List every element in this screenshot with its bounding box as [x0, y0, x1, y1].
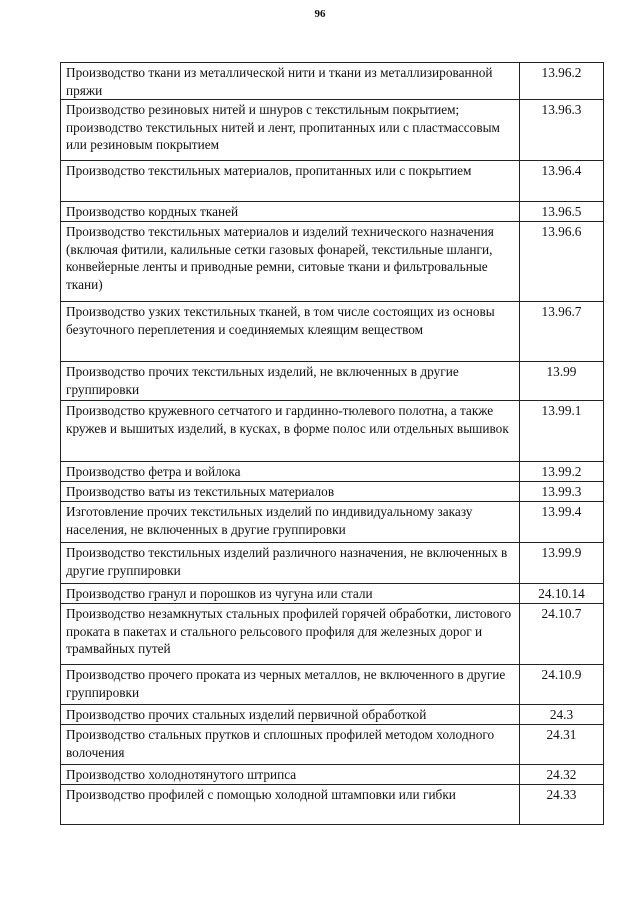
activity-code: 13.99.4 — [520, 502, 604, 543]
activity-code: 24.10.14 — [520, 584, 604, 604]
table-row — [61, 543, 604, 584]
table-row — [61, 63, 604, 100]
activity-name: Производство прочих стальных изделий первичной обработкой — [61, 705, 520, 725]
activity-name: Производство резиновых нитей и шнуров с текстильным покрытием; производство текстильных нитей и лент, пропитанных или с пластмассовым или резиновым покрытием — [61, 100, 520, 161]
table-row — [61, 502, 604, 543]
activity-code: 13.96.4 — [520, 161, 604, 202]
activity-code: 24.10.9 — [520, 665, 604, 705]
activity-name: Производство стальных прутков и сплошных профилей методом холодного волочения — [61, 725, 520, 765]
activity-name: Производство прочего проката из черных металлов, не включенного в другие группировки — [61, 665, 520, 705]
activity-name: Производство текстильных изделий различного назначения, не включенных в другие группировки — [61, 543, 520, 584]
table-row — [61, 100, 604, 161]
activity-code: 24.33 — [520, 785, 604, 825]
activity-code: 13.99.3 — [520, 482, 604, 502]
activity-name: Производство ткани из металлической нити и ткани из металлизированной пряжи — [61, 63, 520, 100]
page-number: 96 — [314, 8, 326, 20]
activity-code: 24.31 — [520, 725, 604, 765]
activity-code: 24.32 — [520, 765, 604, 785]
table-row — [61, 401, 604, 462]
activity-name: Производство текстильных материалов, пропитанных или с покрытием — [61, 161, 520, 202]
table-row — [61, 725, 604, 765]
activity-name: Производство фетра и войлока — [61, 462, 520, 482]
activity-name: Производство профилей с помощью холодной штамповки или гибки — [61, 785, 520, 825]
activity-code: 13.96.3 — [520, 100, 604, 161]
activity-code: 13.99.9 — [520, 543, 604, 584]
table-row — [61, 482, 604, 502]
activity-code: 13.99.1 — [520, 401, 604, 462]
table-row — [61, 765, 604, 785]
activity-code: 13.96.7 — [520, 302, 604, 362]
activity-name: Производство холоднотянутого штрипса — [61, 765, 520, 785]
table-row — [61, 222, 604, 302]
activity-name: Производство гранул и порошков из чугуна или стали — [61, 584, 520, 604]
table-row — [61, 362, 604, 401]
table-row — [61, 785, 604, 825]
activity-name: Производство прочих текстильных изделий, не включенных в другие группировки — [61, 362, 520, 401]
activity-code: 13.96.6 — [520, 222, 604, 302]
activity-code: 24.3 — [520, 705, 604, 725]
activity-name: Производство незамкнутых стальных профилей горячей обработки, листового проката в пакетах и стального рельсового профиля для железных дорог и трамвайных путей — [61, 604, 520, 665]
activity-name: Производство узких текстильных тканей, в том числе состоящих из основы безуточного переплетения и соединяемых клеящим веществом — [61, 302, 520, 362]
activity-name: Производство ваты из текстильных материалов — [61, 482, 520, 502]
table-row — [61, 202, 604, 222]
activity-name: Изготовление прочих текстильных изделий по индивидуальному заказу населения, не включенных в другие группировки — [61, 502, 520, 543]
table-row — [61, 161, 604, 202]
table-row — [61, 665, 604, 705]
table-row — [61, 584, 604, 604]
activity-code: 13.96.5 — [520, 202, 604, 222]
activity-code: 24.10.7 — [520, 604, 604, 665]
activity-name: Производство кружевного сетчатого и гардинно-тюлевого полотна, а также кружев и вышитых изделий, в кусках, в форме полос или отдельных вышивок — [61, 401, 520, 462]
table-row — [61, 705, 604, 725]
activity-code: 13.99.2 — [520, 462, 604, 482]
activity-code: 13.96.2 — [520, 63, 604, 100]
activity-code: 13.99 — [520, 362, 604, 401]
activity-name: Производство кордных тканей — [61, 202, 520, 222]
table-row — [61, 604, 604, 665]
table-row — [61, 302, 604, 362]
table-row — [61, 462, 604, 482]
activity-codes-table — [60, 62, 604, 825]
activity-name: Производство текстильных материалов и изделий технического назначения (включая фитили, калильные сетки газовых фонарей, текстильные шланги, конвейерные ленты и приводные ремни, ситовые ткани и фильтровальные ткани) — [61, 222, 520, 302]
